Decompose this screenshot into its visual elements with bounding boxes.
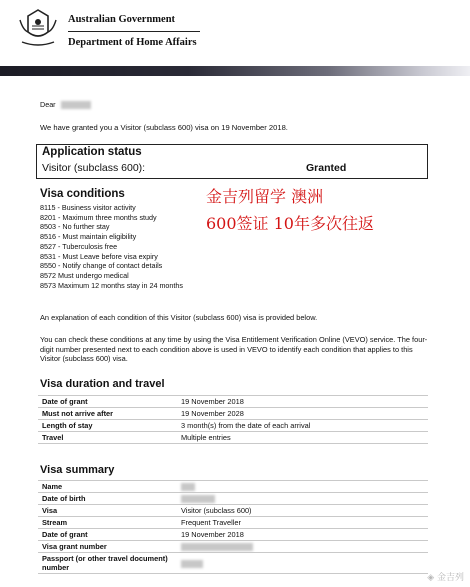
salutation: Dear <box>40 100 91 110</box>
row-value: 19 November 2028 <box>177 408 428 420</box>
table-row <box>38 553 428 574</box>
coat-of-arms-logo <box>14 6 62 50</box>
table-row <box>38 396 428 408</box>
visa-subclass-label: Visitor (subclass 600): <box>42 162 146 174</box>
conditions-explanation: An explanation of each condition of this Visitor (subclass 600) visa is provided below. <box>40 313 318 322</box>
watermark-icon: ◈ <box>427 573 435 583</box>
visa-duration-heading: Visa duration and travel <box>40 378 165 390</box>
row-label: Date of birth <box>38 493 177 505</box>
row-value: Multiple entries <box>177 432 428 444</box>
row-value: Frequent Traveller <box>177 517 428 529</box>
visa-conditions-list <box>40 203 183 290</box>
row-label: Name <box>38 481 177 493</box>
condition-item: 8531 - Must Leave before visa expiry <box>40 251 158 261</box>
table-row <box>38 408 428 420</box>
condition-item: 8516 - Must maintain eligibility <box>40 232 137 242</box>
condition-item: 8201 - Maximum three months study <box>40 212 157 222</box>
visa-conditions-heading: Visa conditions <box>40 188 125 200</box>
table-row <box>38 541 428 553</box>
row-label: Date of grant <box>38 396 177 408</box>
condition-item: 8527 - Tuberculosis free <box>40 241 118 251</box>
row-label: Visa grant number <box>38 541 177 553</box>
row-label: Stream <box>38 517 177 529</box>
agency-name: Australian Government <box>68 14 176 25</box>
row-value: Visitor (subclass 600) <box>177 505 428 517</box>
row-label: Travel <box>38 432 177 444</box>
condition-item: 8572 Must undergo medical <box>40 270 129 280</box>
condition-item: 8503 - No further stay <box>40 222 110 232</box>
visa-duration-table <box>38 395 428 444</box>
row-label: Length of stay <box>38 420 177 432</box>
overlay-caption-line2: 600签证 10年多次往返 <box>206 214 374 233</box>
header-divider <box>68 31 200 32</box>
row-value: 19 November 2018 <box>177 396 428 408</box>
row-label: Passport (or other travel document) number <box>38 553 177 574</box>
row-label: Must not arrive after <box>38 408 177 420</box>
table-row <box>38 505 428 517</box>
condition-item: 8573 Maximum 12 months stay in 24 months <box>40 280 184 290</box>
table-row <box>38 493 428 505</box>
row-label: Date of grant <box>38 529 177 541</box>
row-label: Visa <box>38 505 177 517</box>
status-badge: Granted <box>306 162 347 174</box>
vevo-paragraph: You can check these conditions at any time by using the Visa Entitlement Verification Online (VEVO) service. The four-digit number presented next to each condition above is used in VEVO to identify each condition that applies to this Visitor (subclass 600) visa. <box>40 335 428 364</box>
table-row <box>38 529 428 541</box>
redacted-value <box>181 483 195 491</box>
table-row <box>38 481 428 493</box>
condition-item: 8550 - Notify change of contact details <box>40 261 163 271</box>
visa-summary-heading: Visa summary <box>40 464 115 476</box>
row-value: 19 November 2018 <box>177 529 428 541</box>
redacted-value <box>181 495 215 503</box>
table-row <box>38 517 428 529</box>
row-value <box>177 493 428 505</box>
redacted-value <box>181 560 203 568</box>
redacted-value <box>181 543 253 551</box>
table-row <box>38 420 428 432</box>
application-status-title: Application status <box>42 146 142 158</box>
row-value <box>177 553 428 574</box>
condition-item: 8115 - Business visitor activity <box>40 203 136 212</box>
table-row <box>38 432 428 444</box>
row-value: 3 month(s) from the date of each arrival <box>177 420 428 432</box>
overlay-caption-line1: 金吉列留学 澳洲 <box>206 187 324 206</box>
visa-summary-table <box>38 480 428 574</box>
row-value <box>177 541 428 553</box>
watermark-logo: ◈ 金吉列 <box>427 573 464 583</box>
row-value <box>177 481 428 493</box>
header-banner <box>0 66 470 76</box>
redacted-name <box>61 101 91 109</box>
department-name: Department of Home Affairs <box>68 37 197 48</box>
grant-intro: We have granted you a Visitor (subclass 600) visa on 19 November 2018. <box>40 123 288 132</box>
